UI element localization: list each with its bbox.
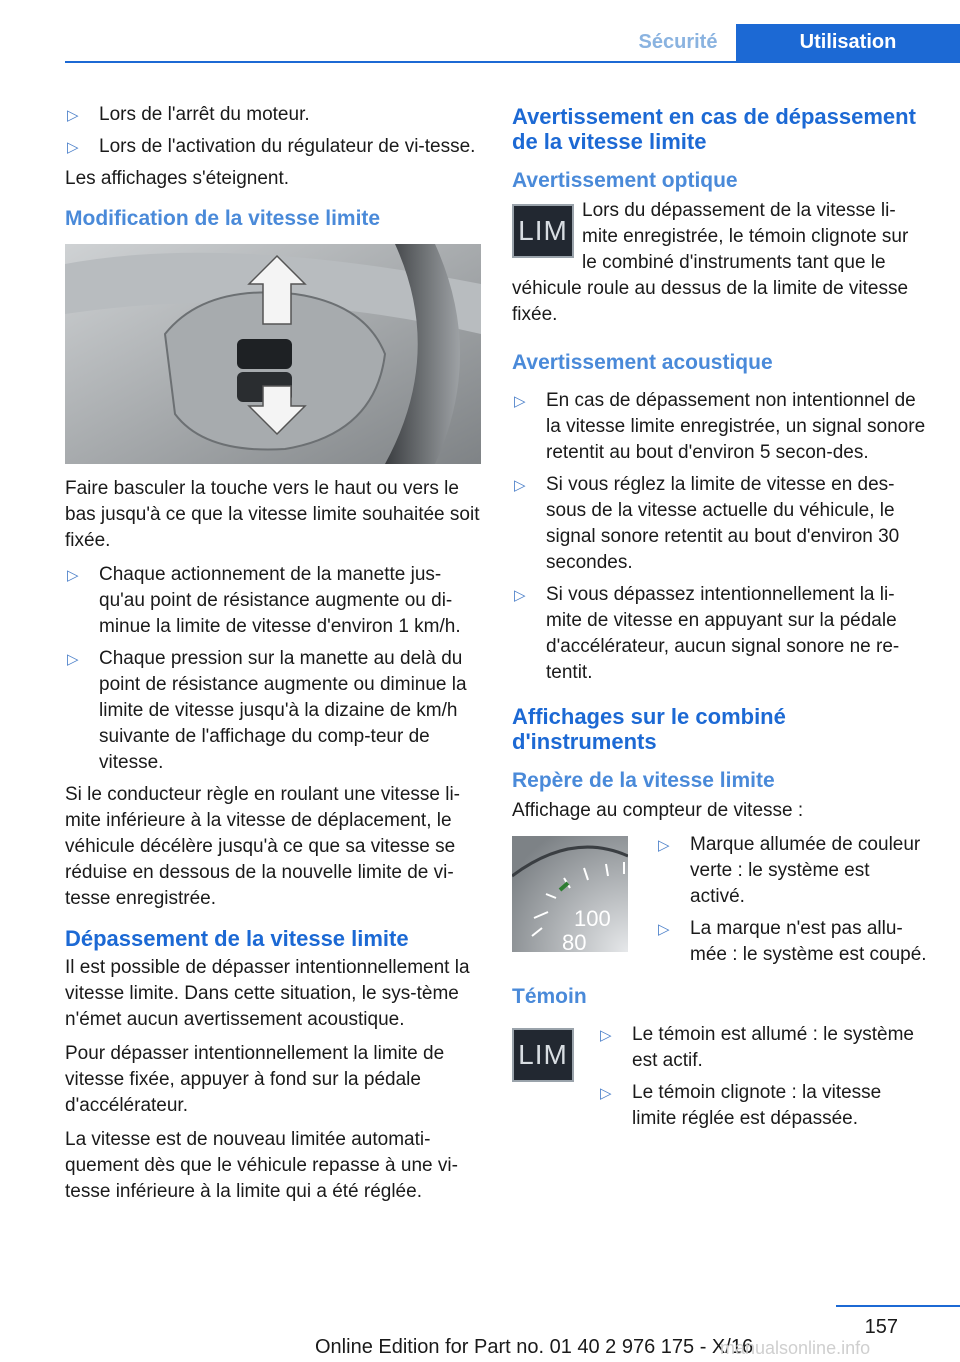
list-item: ▷ Le témoin est allumé : le système est actif.: [598, 1022, 928, 1074]
list-item: ▷ En cas de dépassement non intentionnel de la vitesse limite enregistrée, un signal sonore retentit au bout d'environ 5 secon-des.: [512, 388, 928, 466]
bullet-list-top: [65, 102, 481, 160]
list-item: ▷ Le témoin clignote : la vitesse limite réglée est dépassée.: [598, 1080, 928, 1132]
heading-avertissement: Avertissement en cas de dépassement de la vitesse limite: [512, 104, 916, 154]
heading-optique: Avertissement optique: [512, 169, 738, 192]
list-item: ▷ Si vous dépassez intentionnellement la li-mite de vitesse en appuyant sur la pédale d'accélérateur, aucun signal sonore ne re-tentit.: [512, 582, 928, 686]
list-item: ▷ La marque n'est pas allu-mée : le système est coupé.: [656, 916, 928, 968]
paragraph: Affichage au compteur de vitesse :: [512, 800, 804, 821]
bullet-list-temoin: [598, 1022, 928, 1132]
right-column: [512, 102, 928, 1138]
speedo-label-80: 80: [562, 930, 587, 952]
bullet-list-acoustique: [512, 388, 928, 686]
heading-acoustique: Avertissement acoustique: [512, 351, 773, 374]
left-column: [65, 102, 481, 1213]
paragraph: Les affichages s'éteignent.: [65, 168, 290, 189]
list-item: ▷ Lors de l'activation du régulateur de vi-tesse.: [65, 134, 481, 160]
edition-text: Online Edition for Part no. 01 40 2 976 175 - X/16: [315, 1336, 754, 1358]
list-item: ▷ Chaque actionnement de la manette jus-qu'au point de résistance augmente ou di-minue la limite de vitesse d'environ 1 km/h.: [65, 562, 481, 640]
paragraph: Il est possible de dépasser intentionnellement la vitesse limite. Dans cette situation, le sys-tème n'émet aucun avertissement acoustique.: [65, 957, 470, 1030]
page-number: 157: [864, 1316, 898, 1338]
tab-securite[interactable]: Sécurité: [620, 24, 736, 61]
list-item: ▷ Marque allumée de couleur verte : le système est activé.: [656, 832, 928, 910]
heading-temoin: Témoin: [512, 985, 587, 1008]
heading-repere: Repère de la vitesse limite: [512, 769, 775, 792]
list-item: ▷ Chaque pression sur la manette au delà du point de résistance augmente ou diminue la limite de vitesse jusqu'à la dizaine de km/h suivante de l'affichage du comp-teur de vitesse.: [65, 646, 481, 776]
speedo-label-100: 100: [574, 906, 611, 931]
paragraph: Si le conducteur règle en roulant une vitesse li-mite inférieure à la vitesse de déplacement, le véhicule décélère jusqu'à ce que sa vitesse se réduise en dessous de la nouvelle limite de vi-tesse enregistrée.: [65, 784, 461, 909]
watermark: manualsonline.info: [720, 1338, 871, 1358]
heading-affichages: Affichages sur le combiné d'instruments: [512, 704, 786, 754]
lim-icon: LIM: [512, 1028, 574, 1082]
steering-wheel-image: [65, 244, 481, 464]
footer-rule: [836, 1305, 960, 1307]
paragraph: Pour dépasser intentionnellement la limite de vitesse fixée, appuyer à fond sur la pédale d'accélérateur.: [65, 1043, 445, 1116]
paragraph: Lors du dépassement de la vitesse li-mite enregistrée, le témoin clignote sur le combiné d'instruments tant que le véhicule roule au dessus de la limite de vitesse fixée.: [512, 200, 909, 325]
lim-icon: LIM: [512, 204, 574, 258]
bullet-list-repere: [656, 832, 928, 968]
tab-utilisation[interactable]: Utilisation: [736, 24, 960, 61]
paragraph: La vitesse est de nouveau limitée automati-quement dès que le véhicule repasse à une vi-tesse inférieure à la limite qui a été réglée.: [65, 1129, 458, 1202]
heading-depassement: Dépassement de la vitesse limite: [65, 926, 409, 951]
heading-modification: Modification de la vitesse limite: [65, 207, 381, 230]
header-rule: [65, 61, 960, 63]
list-item: ▷ Si vous réglez la limite de vitesse en des-sous de la vitesse actuelle du véhicule, le signal sonore retentit au bout d'environ 30 secondes.: [512, 472, 928, 576]
paragraph: Faire basculer la touche vers le haut ou vers le bas jusqu'à ce que la vitesse limite souhaitée soit fixée.: [65, 478, 480, 551]
list-item: ▷ Lors de l'arrêt du moteur.: [65, 102, 481, 128]
speedometer-image: [512, 836, 628, 952]
bullet-list-mid: [65, 562, 481, 776]
